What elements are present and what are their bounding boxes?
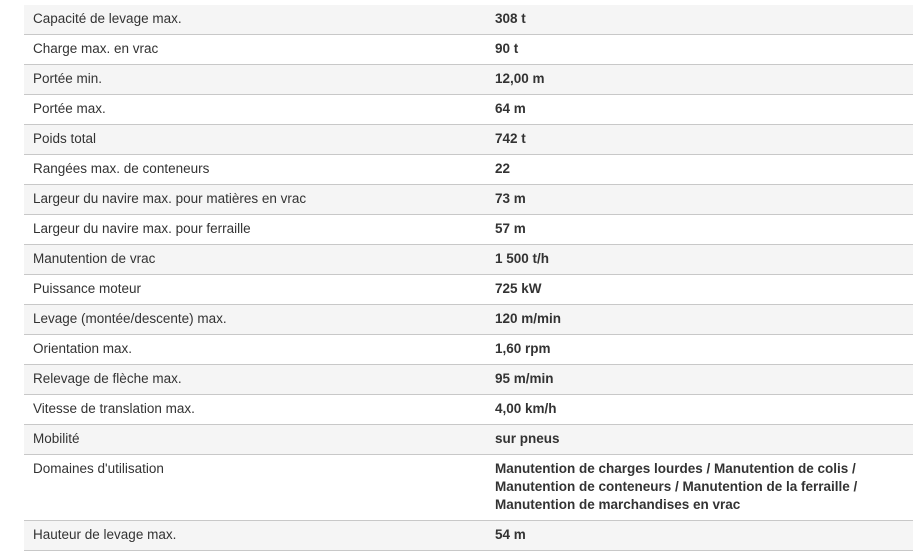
spec-value: 120 m/min [495,311,562,326]
spec-row [24,185,913,215]
spec-value: 742 t [495,131,526,146]
spec-label: Domaines d'utilisation [33,461,164,476]
spec-label: Portée max. [33,101,106,116]
spec-row [24,275,913,305]
spec-row [24,455,913,521]
spec-row [24,215,913,245]
spec-row [24,335,913,365]
spec-value: 90 t [495,41,519,56]
spec-table [24,5,913,551]
spec-label: Portée min. [33,71,103,86]
spec-label: Largeur du navire max. pour matières en vrac [33,191,307,206]
spec-row [24,305,913,335]
spec-value: 64 m [495,101,526,116]
spec-value: 73 m [495,191,526,206]
spec-value: 12,00 m [495,71,545,86]
spec-value: 1 500 t/h [495,251,550,266]
spec-row [24,365,913,395]
spec-label: Mobilité [33,431,80,446]
spec-label: Manutention de vrac [33,251,156,266]
spec-value: Manutention de charges lourdes / Manutention de colis / Manutention de conteneurs / Manutention de la ferraille / Manutention de marchandises en vrac [495,461,858,512]
spec-label: Levage (montée/descente) max. [33,311,227,326]
spec-value: 4,00 km/h [495,401,557,416]
spec-label: Puissance moteur [33,281,142,296]
spec-value: sur pneus [495,431,560,446]
spec-value: 95 m/min [495,371,554,386]
spec-value: 1,60 rpm [495,341,551,356]
spec-row [24,125,913,155]
spec-row [24,521,913,551]
spec-value: 725 kW [495,281,542,296]
spec-value: 308 t [495,11,526,26]
spec-row [24,95,913,125]
spec-label: Largeur du navire max. pour ferraille [33,221,251,236]
spec-row [24,65,913,95]
spec-row [24,35,913,65]
spec-label: Orientation max. [33,341,133,356]
spec-label: Poids total [33,131,97,146]
spec-label: Charge max. en vrac [33,41,159,56]
spec-label: Hauteur de levage max. [33,527,177,542]
spec-label: Vitesse de translation max. [33,401,195,416]
spec-label: Relevage de flèche max. [33,371,182,386]
spec-label: Capacité de levage max. [33,11,182,26]
spec-row [24,245,913,275]
spec-value: 57 m [495,221,526,236]
spec-value: 22 [495,161,511,176]
spec-row [24,155,913,185]
spec-value: 54 m [495,527,526,542]
spec-row [24,425,913,455]
spec-label: Rangées max. de conteneurs [33,161,210,176]
spec-row [24,5,913,35]
spec-row [24,395,913,425]
